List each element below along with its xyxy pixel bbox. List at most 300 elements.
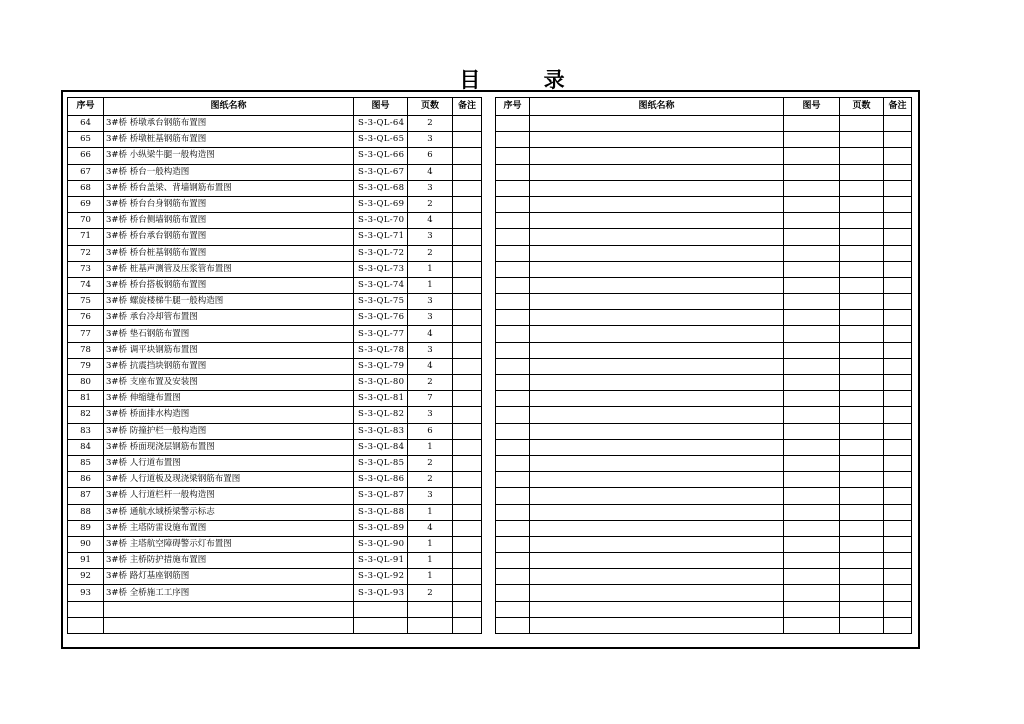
row-pages xyxy=(840,277,884,293)
table-row xyxy=(68,180,482,196)
row-pages xyxy=(840,569,884,585)
row-name: 3#桥 桥台台身钢筋布置图 xyxy=(104,196,354,212)
row-remarks xyxy=(453,472,482,488)
row-name xyxy=(530,148,784,164)
row-remarks xyxy=(884,164,912,180)
row-seq xyxy=(496,569,530,585)
row-drawing-no xyxy=(354,601,408,617)
table-row xyxy=(68,536,482,552)
row-name xyxy=(530,196,784,212)
row-seq: 82 xyxy=(68,407,104,423)
row-remarks xyxy=(884,310,912,326)
row-seq: 76 xyxy=(68,310,104,326)
table-row xyxy=(68,553,482,569)
table-row-empty xyxy=(496,180,912,196)
row-seq: 69 xyxy=(68,196,104,212)
table-row xyxy=(68,423,482,439)
row-pages xyxy=(840,520,884,536)
row-seq: 89 xyxy=(68,520,104,536)
row-pages: 2 xyxy=(408,245,453,261)
table-row xyxy=(68,213,482,229)
row-pages xyxy=(840,423,884,439)
row-drawing-no xyxy=(784,472,840,488)
row-pages: 3 xyxy=(408,407,453,423)
row-remarks xyxy=(884,277,912,293)
row-name xyxy=(530,245,784,261)
row-remarks xyxy=(453,277,482,293)
row-name: 3#桥 人行道栏杆一般构造图 xyxy=(104,488,354,504)
row-drawing-no xyxy=(784,617,840,633)
row-remarks xyxy=(884,116,912,132)
table-row-empty xyxy=(496,277,912,293)
row-name: 3#桥 桩基声测管及压浆管布置图 xyxy=(104,261,354,277)
row-remarks xyxy=(884,245,912,261)
row-drawing-no xyxy=(784,132,840,148)
row-drawing-no: S-3-QL-81 xyxy=(354,391,408,407)
row-remarks xyxy=(453,213,482,229)
row-name xyxy=(530,439,784,455)
row-pages xyxy=(840,229,884,245)
row-name: 3#桥 抗震挡块钢筋布置图 xyxy=(104,358,354,374)
row-drawing-no: S-3-QL-76 xyxy=(354,310,408,326)
table-row xyxy=(68,342,482,358)
row-drawing-no xyxy=(784,601,840,617)
row-remarks xyxy=(453,294,482,310)
row-remarks xyxy=(453,261,482,277)
row-remarks xyxy=(884,536,912,552)
row-remarks xyxy=(453,180,482,196)
row-name: 3#桥 桥面现浇层钢筋布置图 xyxy=(104,439,354,455)
row-drawing-no xyxy=(784,148,840,164)
row-pages xyxy=(840,536,884,552)
row-remarks xyxy=(884,520,912,536)
row-seq: 81 xyxy=(68,391,104,407)
row-remarks xyxy=(884,553,912,569)
table-row xyxy=(68,294,482,310)
row-seq xyxy=(496,520,530,536)
row-name xyxy=(530,569,784,585)
row-pages: 1 xyxy=(408,553,453,569)
row-name xyxy=(530,342,784,358)
row-seq xyxy=(496,148,530,164)
row-remarks xyxy=(453,455,482,471)
row-drawing-no: S-3-QL-75 xyxy=(354,294,408,310)
row-drawing-no xyxy=(784,439,840,455)
row-remarks xyxy=(884,180,912,196)
row-seq xyxy=(496,180,530,196)
row-drawing-no: S-3-QL-67 xyxy=(354,164,408,180)
table-row xyxy=(68,585,482,601)
row-seq: 71 xyxy=(68,229,104,245)
table-row-empty xyxy=(496,455,912,471)
table-row-empty xyxy=(496,488,912,504)
row-name xyxy=(530,455,784,471)
table-row xyxy=(68,358,482,374)
row-drawing-no: S-3-QL-65 xyxy=(354,132,408,148)
row-seq xyxy=(68,617,104,633)
row-seq xyxy=(496,229,530,245)
table-row xyxy=(68,229,482,245)
row-seq xyxy=(496,116,530,132)
row-pages: 4 xyxy=(408,358,453,374)
table-row-empty xyxy=(496,116,912,132)
row-pages: 1 xyxy=(408,439,453,455)
row-seq xyxy=(496,213,530,229)
table-row xyxy=(68,196,482,212)
table-row-empty xyxy=(496,358,912,374)
table-row-empty xyxy=(496,261,912,277)
row-seq xyxy=(496,164,530,180)
row-drawing-no: S-3-QL-73 xyxy=(354,261,408,277)
row-drawing-no xyxy=(784,375,840,391)
row-seq xyxy=(68,601,104,617)
row-seq: 92 xyxy=(68,569,104,585)
row-remarks xyxy=(884,229,912,245)
row-name: 3#桥 通航水域桥梁警示标志 xyxy=(104,504,354,520)
row-drawing-no xyxy=(784,536,840,552)
row-name xyxy=(104,601,354,617)
row-remarks xyxy=(453,520,482,536)
header-row xyxy=(496,98,912,116)
row-name: 3#桥 桥台盖梁、背墙钢筋布置图 xyxy=(104,180,354,196)
row-remarks xyxy=(884,213,912,229)
table-row-empty xyxy=(496,536,912,552)
row-seq: 88 xyxy=(68,504,104,520)
row-pages: 1 xyxy=(408,536,453,552)
row-seq: 72 xyxy=(68,245,104,261)
row-name: 3#桥 支座布置及安装图 xyxy=(104,375,354,391)
row-drawing-no xyxy=(784,294,840,310)
row-name: 3#桥 桥台桩基钢筋布置图 xyxy=(104,245,354,261)
row-pages xyxy=(408,601,453,617)
table-row xyxy=(68,601,482,617)
row-name xyxy=(530,116,784,132)
row-name: 3#桥 调平块钢筋布置图 xyxy=(104,342,354,358)
row-drawing-no: S-3-QL-77 xyxy=(354,326,408,342)
row-seq: 93 xyxy=(68,585,104,601)
row-seq xyxy=(496,617,530,633)
row-pages xyxy=(840,196,884,212)
row-seq: 67 xyxy=(68,164,104,180)
row-pages xyxy=(840,375,884,391)
row-pages: 7 xyxy=(408,391,453,407)
table-row xyxy=(68,504,482,520)
row-seq: 73 xyxy=(68,261,104,277)
row-remarks xyxy=(453,342,482,358)
row-seq xyxy=(496,358,530,374)
row-pages: 3 xyxy=(408,132,453,148)
row-pages xyxy=(840,601,884,617)
header-row xyxy=(68,98,482,116)
row-pages xyxy=(840,164,884,180)
row-seq: 83 xyxy=(68,423,104,439)
row-drawing-no: S-3-QL-89 xyxy=(354,520,408,536)
row-remarks xyxy=(884,358,912,374)
table-row-empty xyxy=(496,423,912,439)
row-drawing-no xyxy=(784,407,840,423)
table-row-empty xyxy=(496,391,912,407)
row-name xyxy=(530,375,784,391)
row-remarks xyxy=(884,439,912,455)
row-seq: 64 xyxy=(68,116,104,132)
row-pages: 3 xyxy=(408,488,453,504)
row-drawing-no: S-3-QL-71 xyxy=(354,229,408,245)
table-row xyxy=(68,617,482,633)
row-seq xyxy=(496,601,530,617)
row-pages: 2 xyxy=(408,455,453,471)
row-remarks xyxy=(884,423,912,439)
row-pages xyxy=(840,148,884,164)
row-drawing-no xyxy=(784,391,840,407)
row-remarks xyxy=(453,617,482,633)
table-row xyxy=(68,455,482,471)
row-name xyxy=(530,229,784,245)
row-seq: 90 xyxy=(68,536,104,552)
row-pages: 4 xyxy=(408,326,453,342)
row-drawing-no: S-3-QL-68 xyxy=(354,180,408,196)
table-row-empty xyxy=(496,375,912,391)
row-name xyxy=(530,326,784,342)
row-name: 3#桥 桥墩桩基钢筋布置图 xyxy=(104,132,354,148)
row-remarks xyxy=(884,391,912,407)
row-name: 3#桥 人行道布置图 xyxy=(104,455,354,471)
row-drawing-no xyxy=(784,520,840,536)
row-name xyxy=(530,617,784,633)
row-name xyxy=(530,488,784,504)
row-remarks xyxy=(453,504,482,520)
row-pages xyxy=(840,213,884,229)
header-seq: 序号 xyxy=(496,98,530,116)
row-remarks xyxy=(453,229,482,245)
row-name xyxy=(530,132,784,148)
table-row xyxy=(68,391,482,407)
row-seq xyxy=(496,439,530,455)
row-seq: 74 xyxy=(68,277,104,293)
row-name xyxy=(104,617,354,633)
row-drawing-no xyxy=(784,229,840,245)
row-name xyxy=(530,504,784,520)
row-remarks xyxy=(453,569,482,585)
row-seq xyxy=(496,391,530,407)
page-title: 目 录 xyxy=(459,68,593,92)
row-drawing-no: S-3-QL-93 xyxy=(354,585,408,601)
row-remarks xyxy=(884,342,912,358)
row-remarks xyxy=(453,148,482,164)
table-row-empty xyxy=(496,310,912,326)
row-seq xyxy=(496,375,530,391)
row-drawing-no: S-3-QL-66 xyxy=(354,148,408,164)
row-pages xyxy=(840,472,884,488)
row-remarks xyxy=(453,164,482,180)
table-row-empty xyxy=(496,617,912,633)
header-name: 图纸名称 xyxy=(104,98,354,116)
row-remarks xyxy=(453,245,482,261)
table-row xyxy=(68,148,482,164)
row-name: 3#桥 桥台承台钢筋布置图 xyxy=(104,229,354,245)
table-row xyxy=(68,439,482,455)
row-remarks xyxy=(453,585,482,601)
row-name xyxy=(530,536,784,552)
row-drawing-no: S-3-QL-84 xyxy=(354,439,408,455)
row-name xyxy=(530,472,784,488)
table-row-empty xyxy=(496,439,912,455)
row-pages: 3 xyxy=(408,342,453,358)
row-drawing-no xyxy=(784,213,840,229)
row-pages xyxy=(840,488,884,504)
row-seq: 77 xyxy=(68,326,104,342)
row-remarks xyxy=(884,132,912,148)
row-drawing-no xyxy=(784,164,840,180)
table-row-empty xyxy=(496,196,912,212)
row-drawing-no xyxy=(784,488,840,504)
row-name: 3#桥 人行道板及现浇梁钢筋布置图 xyxy=(104,472,354,488)
row-pages: 1 xyxy=(408,277,453,293)
row-pages xyxy=(840,455,884,471)
row-remarks xyxy=(884,488,912,504)
row-seq: 80 xyxy=(68,375,104,391)
row-seq xyxy=(496,553,530,569)
row-name: 3#桥 伸缩缝布置图 xyxy=(104,391,354,407)
row-name xyxy=(530,180,784,196)
row-pages xyxy=(840,553,884,569)
row-pages: 3 xyxy=(408,180,453,196)
row-name xyxy=(530,423,784,439)
row-pages: 2 xyxy=(408,116,453,132)
row-pages: 6 xyxy=(408,423,453,439)
row-drawing-no xyxy=(784,358,840,374)
row-pages xyxy=(840,132,884,148)
row-remarks xyxy=(884,261,912,277)
row-drawing-no: S-3-QL-74 xyxy=(354,277,408,293)
row-remarks xyxy=(453,116,482,132)
row-name xyxy=(530,310,784,326)
row-drawing-no: S-3-QL-79 xyxy=(354,358,408,374)
row-seq xyxy=(496,132,530,148)
row-drawing-no xyxy=(784,116,840,132)
row-seq xyxy=(496,472,530,488)
row-pages xyxy=(408,617,453,633)
row-remarks xyxy=(453,407,482,423)
row-seq: 78 xyxy=(68,342,104,358)
row-seq xyxy=(496,277,530,293)
table-row xyxy=(68,164,482,180)
row-drawing-no xyxy=(784,196,840,212)
row-name: 3#桥 防撞护栏一般构造图 xyxy=(104,423,354,439)
table-row-empty xyxy=(496,342,912,358)
row-remarks xyxy=(453,358,482,374)
row-name xyxy=(530,277,784,293)
row-seq: 85 xyxy=(68,455,104,471)
row-remarks xyxy=(884,148,912,164)
row-remarks xyxy=(884,375,912,391)
table-row-empty xyxy=(496,504,912,520)
row-seq: 66 xyxy=(68,148,104,164)
row-name xyxy=(530,213,784,229)
row-drawing-no xyxy=(784,455,840,471)
row-drawing-no xyxy=(784,326,840,342)
row-pages: 3 xyxy=(408,229,453,245)
row-drawing-no xyxy=(784,342,840,358)
table-row-empty xyxy=(496,294,912,310)
row-name xyxy=(530,601,784,617)
row-seq xyxy=(496,423,530,439)
row-name: 3#桥 小纵梁牛腿一般构造图 xyxy=(104,148,354,164)
row-pages: 6 xyxy=(408,148,453,164)
row-name: 3#桥 桥台一般构造图 xyxy=(104,164,354,180)
row-pages xyxy=(840,439,884,455)
row-drawing-no: S-3-QL-83 xyxy=(354,423,408,439)
row-name xyxy=(530,585,784,601)
row-seq xyxy=(496,196,530,212)
table-row-empty xyxy=(496,601,912,617)
row-remarks xyxy=(884,504,912,520)
row-seq xyxy=(496,245,530,261)
row-remarks xyxy=(453,310,482,326)
row-name xyxy=(530,520,784,536)
row-seq xyxy=(496,294,530,310)
table-row-empty xyxy=(496,520,912,536)
table-row xyxy=(68,472,482,488)
row-name xyxy=(530,407,784,423)
row-pages xyxy=(840,180,884,196)
row-pages xyxy=(840,358,884,374)
row-pages: 1 xyxy=(408,504,453,520)
header-pages: 页数 xyxy=(840,98,884,116)
row-name: 3#桥 主桥防护措施布置图 xyxy=(104,553,354,569)
row-name xyxy=(530,294,784,310)
row-seq xyxy=(496,326,530,342)
row-drawing-no xyxy=(784,261,840,277)
table-row xyxy=(68,375,482,391)
row-seq: 91 xyxy=(68,553,104,569)
row-drawing-no xyxy=(784,277,840,293)
table-row xyxy=(68,520,482,536)
row-seq xyxy=(496,536,530,552)
row-pages: 1 xyxy=(408,569,453,585)
row-remarks xyxy=(884,472,912,488)
row-remarks xyxy=(884,326,912,342)
row-seq: 68 xyxy=(68,180,104,196)
row-drawing-no: S-3-QL-86 xyxy=(354,472,408,488)
row-drawing-no: S-3-QL-92 xyxy=(354,569,408,585)
table-row xyxy=(68,407,482,423)
row-pages: 4 xyxy=(408,213,453,229)
row-drawing-no xyxy=(784,310,840,326)
row-pages xyxy=(840,294,884,310)
row-drawing-no xyxy=(354,617,408,633)
row-seq xyxy=(496,585,530,601)
table-row-empty xyxy=(496,164,912,180)
row-pages: 2 xyxy=(408,472,453,488)
row-drawing-no: S-3-QL-80 xyxy=(354,375,408,391)
row-name xyxy=(530,553,784,569)
row-pages xyxy=(840,261,884,277)
table-row-empty xyxy=(496,553,912,569)
row-remarks xyxy=(884,585,912,601)
row-remarks xyxy=(453,439,482,455)
row-name xyxy=(530,391,784,407)
table-row-empty xyxy=(496,229,912,245)
row-pages xyxy=(840,407,884,423)
header-drawing-no: 图号 xyxy=(784,98,840,116)
row-remarks xyxy=(884,196,912,212)
table-row xyxy=(68,277,482,293)
row-remarks xyxy=(453,132,482,148)
row-pages xyxy=(840,326,884,342)
header-seq: 序号 xyxy=(68,98,104,116)
row-remarks xyxy=(453,391,482,407)
table-row-empty xyxy=(496,132,912,148)
